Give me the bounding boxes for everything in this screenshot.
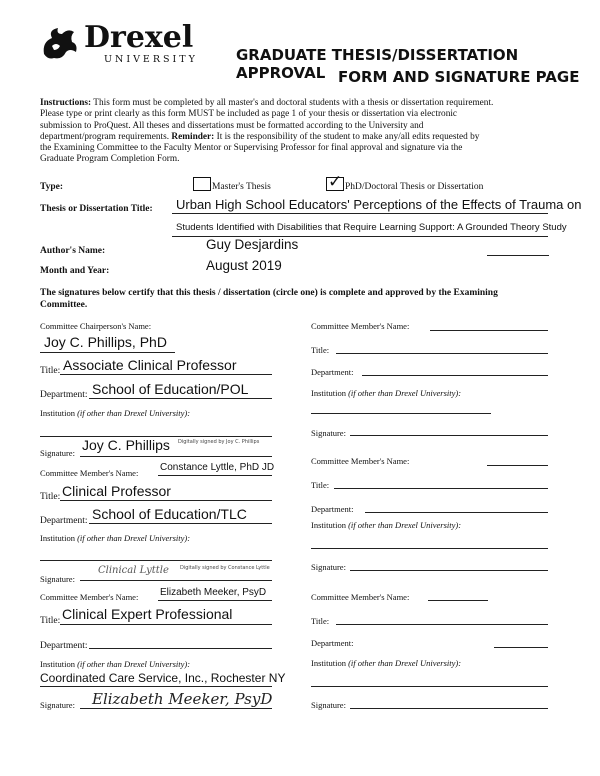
member2-institution-label: [40, 659, 190, 669]
institution-note: (if other than Drexel University):: [77, 533, 191, 543]
reminder-label: Reminder:: [171, 131, 215, 142]
member3-signature-underline: [350, 435, 548, 436]
member3-name-label: Committee Member's Name:: [311, 321, 410, 331]
chair-department-label: Department:: [40, 390, 88, 400]
thesis-title-value-2[interactable]: Students Identified with Disabilities that Require Learning Support: A Grounded Theory Study: [176, 222, 567, 233]
certification-text: [40, 288, 560, 311]
member2-name-underline: [158, 600, 272, 601]
member2-signature-underline: [80, 708, 272, 709]
member1-institution-label: [40, 533, 190, 543]
member2-department-underline: [89, 648, 272, 649]
chair-department-underline: [89, 398, 272, 399]
chair-title-value[interactable]: Associate Clinical Professor: [63, 357, 237, 373]
member2-title-underline: [60, 624, 272, 625]
institution-note: (if other than Drexel University):: [77, 659, 191, 669]
member4-department-label: Department:: [311, 504, 354, 514]
instructions-text: Please type or print clearly as this form MUST be included as page 1 of your thesis or dissertation via electronic: [40, 109, 458, 120]
chair-name-underline: [40, 352, 175, 353]
instructions-text: the Examining Committee to the Faculty Mentor or Supervising Professor for final approval and signature via the: [40, 143, 463, 154]
masters-checkbox[interactable]: [193, 177, 211, 191]
member2-signature-label: Signature:: [40, 700, 75, 710]
member2-title-label: Title:: [40, 616, 61, 626]
member2-department-label: Department:: [40, 641, 88, 651]
institution-note: (if other than Drexel University):: [77, 408, 191, 418]
member3-institution-underline: [311, 413, 491, 414]
member4-signature-label: Signature:: [311, 562, 346, 572]
title-underline-1: [172, 213, 548, 214]
member4-signature-underline: [350, 570, 548, 571]
member1-signature-underline: [80, 580, 272, 581]
member5-title-underline: [336, 624, 548, 625]
member5-signature-label: Signature:: [311, 700, 346, 710]
phd-option-label: PhD/Doctoral Thesis or Dissertation: [345, 182, 484, 192]
chair-title-label: Title:: [40, 366, 61, 376]
member5-name-underline: [428, 600, 488, 601]
member1-name-value[interactable]: Constance Lyttle, PhD JD: [160, 462, 275, 473]
form-title-line2: FORM AND SIGNATURE PAGE: [338, 68, 580, 86]
author-name-value[interactable]: Guy Desjardins: [206, 237, 299, 252]
institution-label: Institution: [40, 408, 75, 418]
check-icon: ✓: [328, 172, 343, 192]
instructions-text: It is the responsibility of the student to make any/all edits requested by: [216, 131, 480, 142]
chair-signature-value[interactable]: Joy C. Phillips: [82, 437, 170, 453]
member5-title-label: Title:: [311, 616, 330, 626]
member3-title-underline: [336, 353, 548, 354]
author-underline: [487, 255, 549, 256]
member3-title-label: Title:: [311, 345, 330, 355]
masters-option-label: Master's Thesis: [212, 182, 271, 192]
member2-name-label: Committee Member's Name:: [40, 592, 139, 602]
instructions-text: Graduate Program Completion Form.: [40, 154, 180, 165]
phd-checkbox[interactable]: [326, 172, 344, 192]
member1-institution-underline: [40, 560, 272, 561]
member1-title-underline: [60, 500, 272, 501]
member5-department-label: Department:: [311, 638, 354, 648]
member1-department-label: Department:: [40, 516, 88, 526]
member4-institution-label: [311, 520, 461, 530]
member2-name-value[interactable]: Elizabeth Meeker, PsyD: [160, 587, 267, 598]
member1-department-underline: [89, 523, 272, 524]
member3-signature-label: Signature:: [311, 428, 346, 438]
chair-name-label: Committee Chairperson's Name:: [40, 321, 152, 331]
member4-name-label: Committee Member's Name:: [311, 456, 410, 466]
member3-department-label: Department:: [311, 367, 354, 377]
member5-institution-label: [311, 658, 461, 668]
logo-sub: UNIVERSITY: [104, 54, 198, 65]
chair-signature-underline: [80, 456, 272, 457]
institution-label: Institution: [311, 520, 346, 530]
member4-department-underline: [365, 512, 548, 513]
member3-name-underline: [430, 330, 548, 331]
institution-label: Institution: [311, 388, 346, 398]
chair-name-value[interactable]: Joy C. Phillips, PhD: [44, 334, 167, 350]
drexel-logo: [40, 22, 220, 66]
member1-title-label: Title:: [40, 492, 61, 502]
thesis-title-label: Thesis or Dissertation Title:: [40, 204, 153, 214]
dragon-icon: [40, 24, 80, 64]
member5-name-label: Committee Member's Name:: [311, 592, 410, 602]
member5-signature-underline: [350, 708, 548, 709]
member2-signature-value[interactable]: Elizabeth Meeker, PsyD: [92, 690, 273, 708]
chair-digital-note: Digitally signed by Joy C. Phillips: [178, 439, 260, 445]
member4-title-label: Title:: [311, 480, 330, 490]
member1-digital-note: Digitally signed by Constance Lyttle: [180, 565, 270, 571]
form-title-line1: GRADUATE THESIS/DISSERTATION APPROVAL: [236, 46, 519, 82]
member3-institution-label: [311, 388, 461, 398]
member1-name-underline: [158, 475, 272, 476]
member2-institution-underline: [40, 686, 272, 687]
thesis-title-value-1[interactable]: Urban High School Educators' Perceptions of the Effects of Trauma on: [176, 197, 582, 212]
member2-institution-value[interactable]: Coordinated Care Service, Inc., Rochester NY: [40, 671, 286, 685]
chair-institution-label: [40, 408, 190, 418]
member2-title-value[interactable]: Clinical Expert Professional: [62, 606, 233, 622]
chair-title-underline: [60, 374, 272, 375]
institution-label: Institution: [40, 659, 75, 669]
instructions-text: submission to ProQuest. All theses and dissertations must be formatted according to the University and: [40, 120, 424, 131]
logo-word: Drexel: [84, 20, 194, 55]
institution-label: Institution: [311, 658, 346, 668]
member1-title-value[interactable]: Clinical Professor: [62, 483, 171, 499]
institution-note: (if other than Drexel University):: [348, 658, 462, 668]
month-year-value[interactable]: August 2019: [206, 258, 282, 273]
institution-label: Institution: [40, 533, 75, 543]
chair-department-value[interactable]: School of Education/POL: [92, 381, 249, 397]
member1-department-value[interactable]: School of Education/TLC: [92, 506, 247, 522]
member5-institution-underline: [311, 686, 548, 687]
member1-signature-label: Signature:: [40, 574, 75, 584]
member1-signature-value[interactable]: Clinical Lyttle: [98, 565, 169, 576]
institution-note: (if other than Drexel University):: [348, 520, 462, 530]
member1-name-label: Committee Member's Name:: [40, 468, 139, 478]
chair-signature-label: Signature:: [40, 448, 75, 458]
instructions-text: department/program requirements.: [40, 131, 170, 142]
certification-line: The signatures below certify that this thesis / dissertation (circle one) is complete and approved by the Examining: [40, 288, 498, 298]
member4-name-underline: [487, 465, 548, 466]
member3-department-underline: [362, 375, 548, 376]
instructions-label: Instructions:: [40, 98, 92, 108]
instructions-text: This form must be completed by all master's and doctoral students with a thesis or dissertation requirement.: [93, 98, 494, 108]
instructions-block: [40, 98, 560, 166]
certification-line: Committee.: [40, 299, 88, 310]
member4-institution-underline: [311, 548, 548, 549]
member5-department-underline: [494, 647, 548, 648]
member4-title-underline: [334, 488, 548, 489]
author-name-label: Author's Name:: [40, 246, 106, 256]
type-label: Type:: [40, 182, 64, 192]
institution-note: (if other than Drexel University):: [348, 388, 462, 398]
month-year-label: Month and Year:: [40, 266, 110, 276]
